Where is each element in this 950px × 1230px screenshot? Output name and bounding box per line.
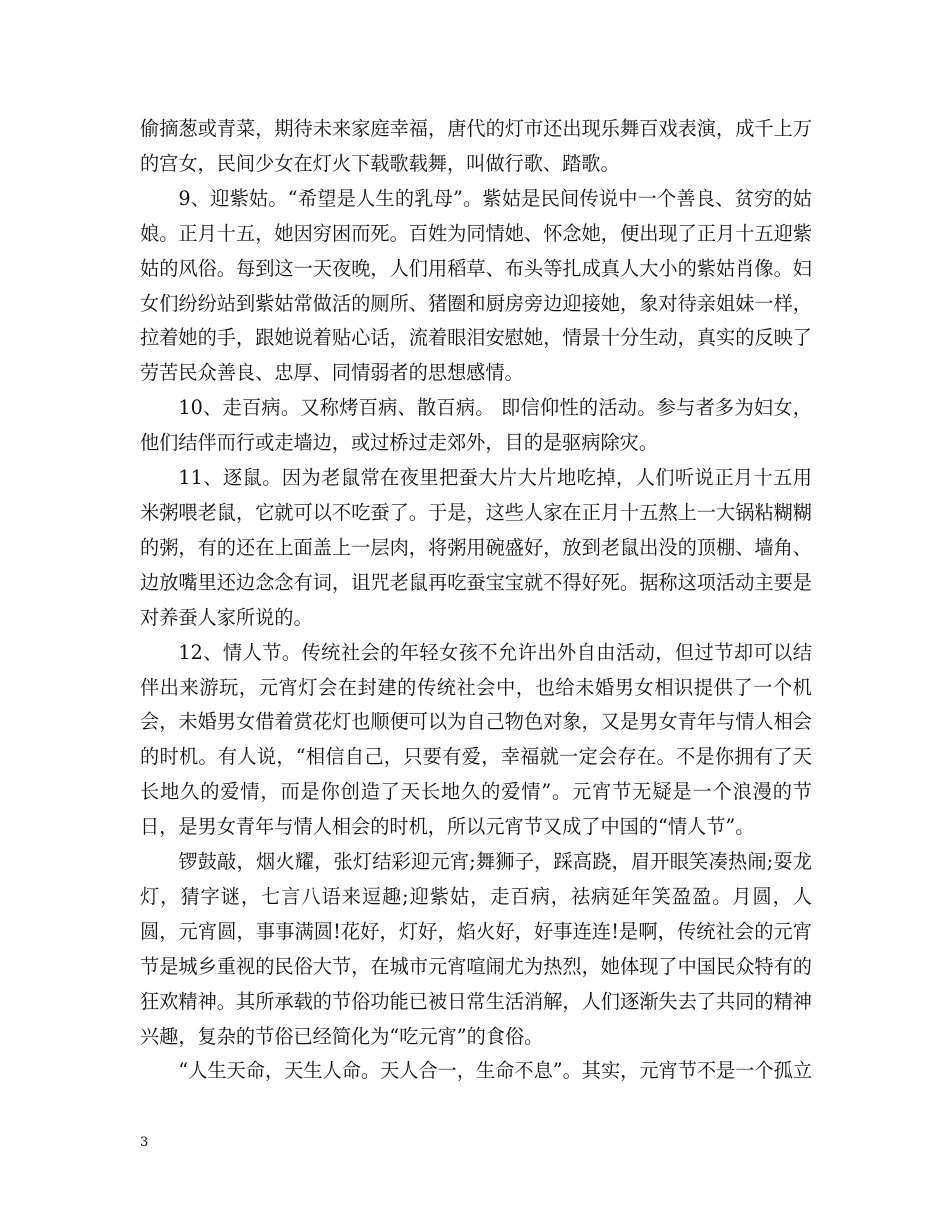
paragraph-ying-zigu: 9、迎紫姑。“希望是人生的乳母”。紫姑是民间传说中一个善良、贫穷的姑娘。正月十五，她因穷困而死。百姓为同情她、怀念她，便出现了正月十五迎紫姑的风俗。每到这一天夜晚，人们用稻草、布头等扎成真人大小的紫姑肖像。妇女们纷纷站到紫姑常做活的厕所、猪圈和厨房旁边迎接她，象对待亲姐妹一样，拉着她的手，跟她说着贴心话，流着眼泪安慰她，情景十分生动，真实的反映了劳苦民众善良、忠厚、同情弱者的思想感情。: [140, 186, 812, 385]
paragraph-summary: 锣鼓敲，烟火耀，张灯结彩迎元宵;舞狮子，踩高跷，眉开眼笑凑热闹;耍龙灯，猜字谜，七言八语来逗趣;迎紫姑，走百病，祛病延年笑盈盈。月圆，人圆，元宵圆，事事满圆!花好，灯好，焰火好，好事连连!是啊，传统社会的元宵节是城乡重视的民俗大节，在城市元宵喧闹尤为热烈，她体现了中国民众特有的狂欢精神。其所承载的节俗功能已被日常生活消解，人们逐渐失去了共同的精神兴趣，复杂的节俗已经简化为“吃元宵”的食俗。: [140, 850, 812, 1048]
page-number: 3: [140, 1135, 149, 1150]
document-body: [140, 112, 812, 1089]
paragraph-qingren-jie: 12、情人节。传统社会的年轻女孩不允许出外自由活动，但过节却可以结伴出来游玩，元宵灯会在封建的传统社会中，也给未婚男女相识提供了一个机会，未婚男女借着赏花灯也顺便可以为自己物色对象，又是男女青年与情人相会的时机。有人说，“相信自己，只要有爱，幸福就一定会存在。不是你拥有了天长地久的爱情，而是你创造了天长地久的爱情”。元宵节无疑是一个浪漫的节日，是男女青年与情人相会的时机，所以元宵节又成了中国的“情人节”。: [140, 640, 812, 839]
paragraph-closing: “人生天命，天生人命。天人合一，生命不息”。其实，元宵节不是一个孤立: [178, 1059, 813, 1083]
paragraph-zhu-shu: 11、逐鼠。因为老鼠常在夜里把蚕大片大片地吃掉，人们听说正月十五用米粥喂老鼠，它就可以不吃蚕了。于是，这些人家在正月十五熬上一大锅粘糊糊的粥，有的还在上面盖上一层肉，将粥用碗盛好，放到老鼠出没的顶棚、墙角、边放嘴里还边念念有词，诅咒老鼠再吃蚕宝宝就不得好死。据称这项活动主要是对养蚕人家所说的。: [140, 466, 812, 629]
paragraph-zou-baibing: 10、走百病。又称烤百病、散百病。 即信仰性的活动。参与者多为妇女，他们结伴而行或走墙边，或过桥过走郊外，目的是驱病除灾。: [140, 396, 812, 455]
paragraph-continuation: 偷摘葱或青菜，期待未来家庭幸福，唐代的灯市还出现乐舞百戏表演，成千上万的宫女，民间少女在灯火下载歌载舞，叫做行歌、踏歌。: [140, 117, 812, 175]
